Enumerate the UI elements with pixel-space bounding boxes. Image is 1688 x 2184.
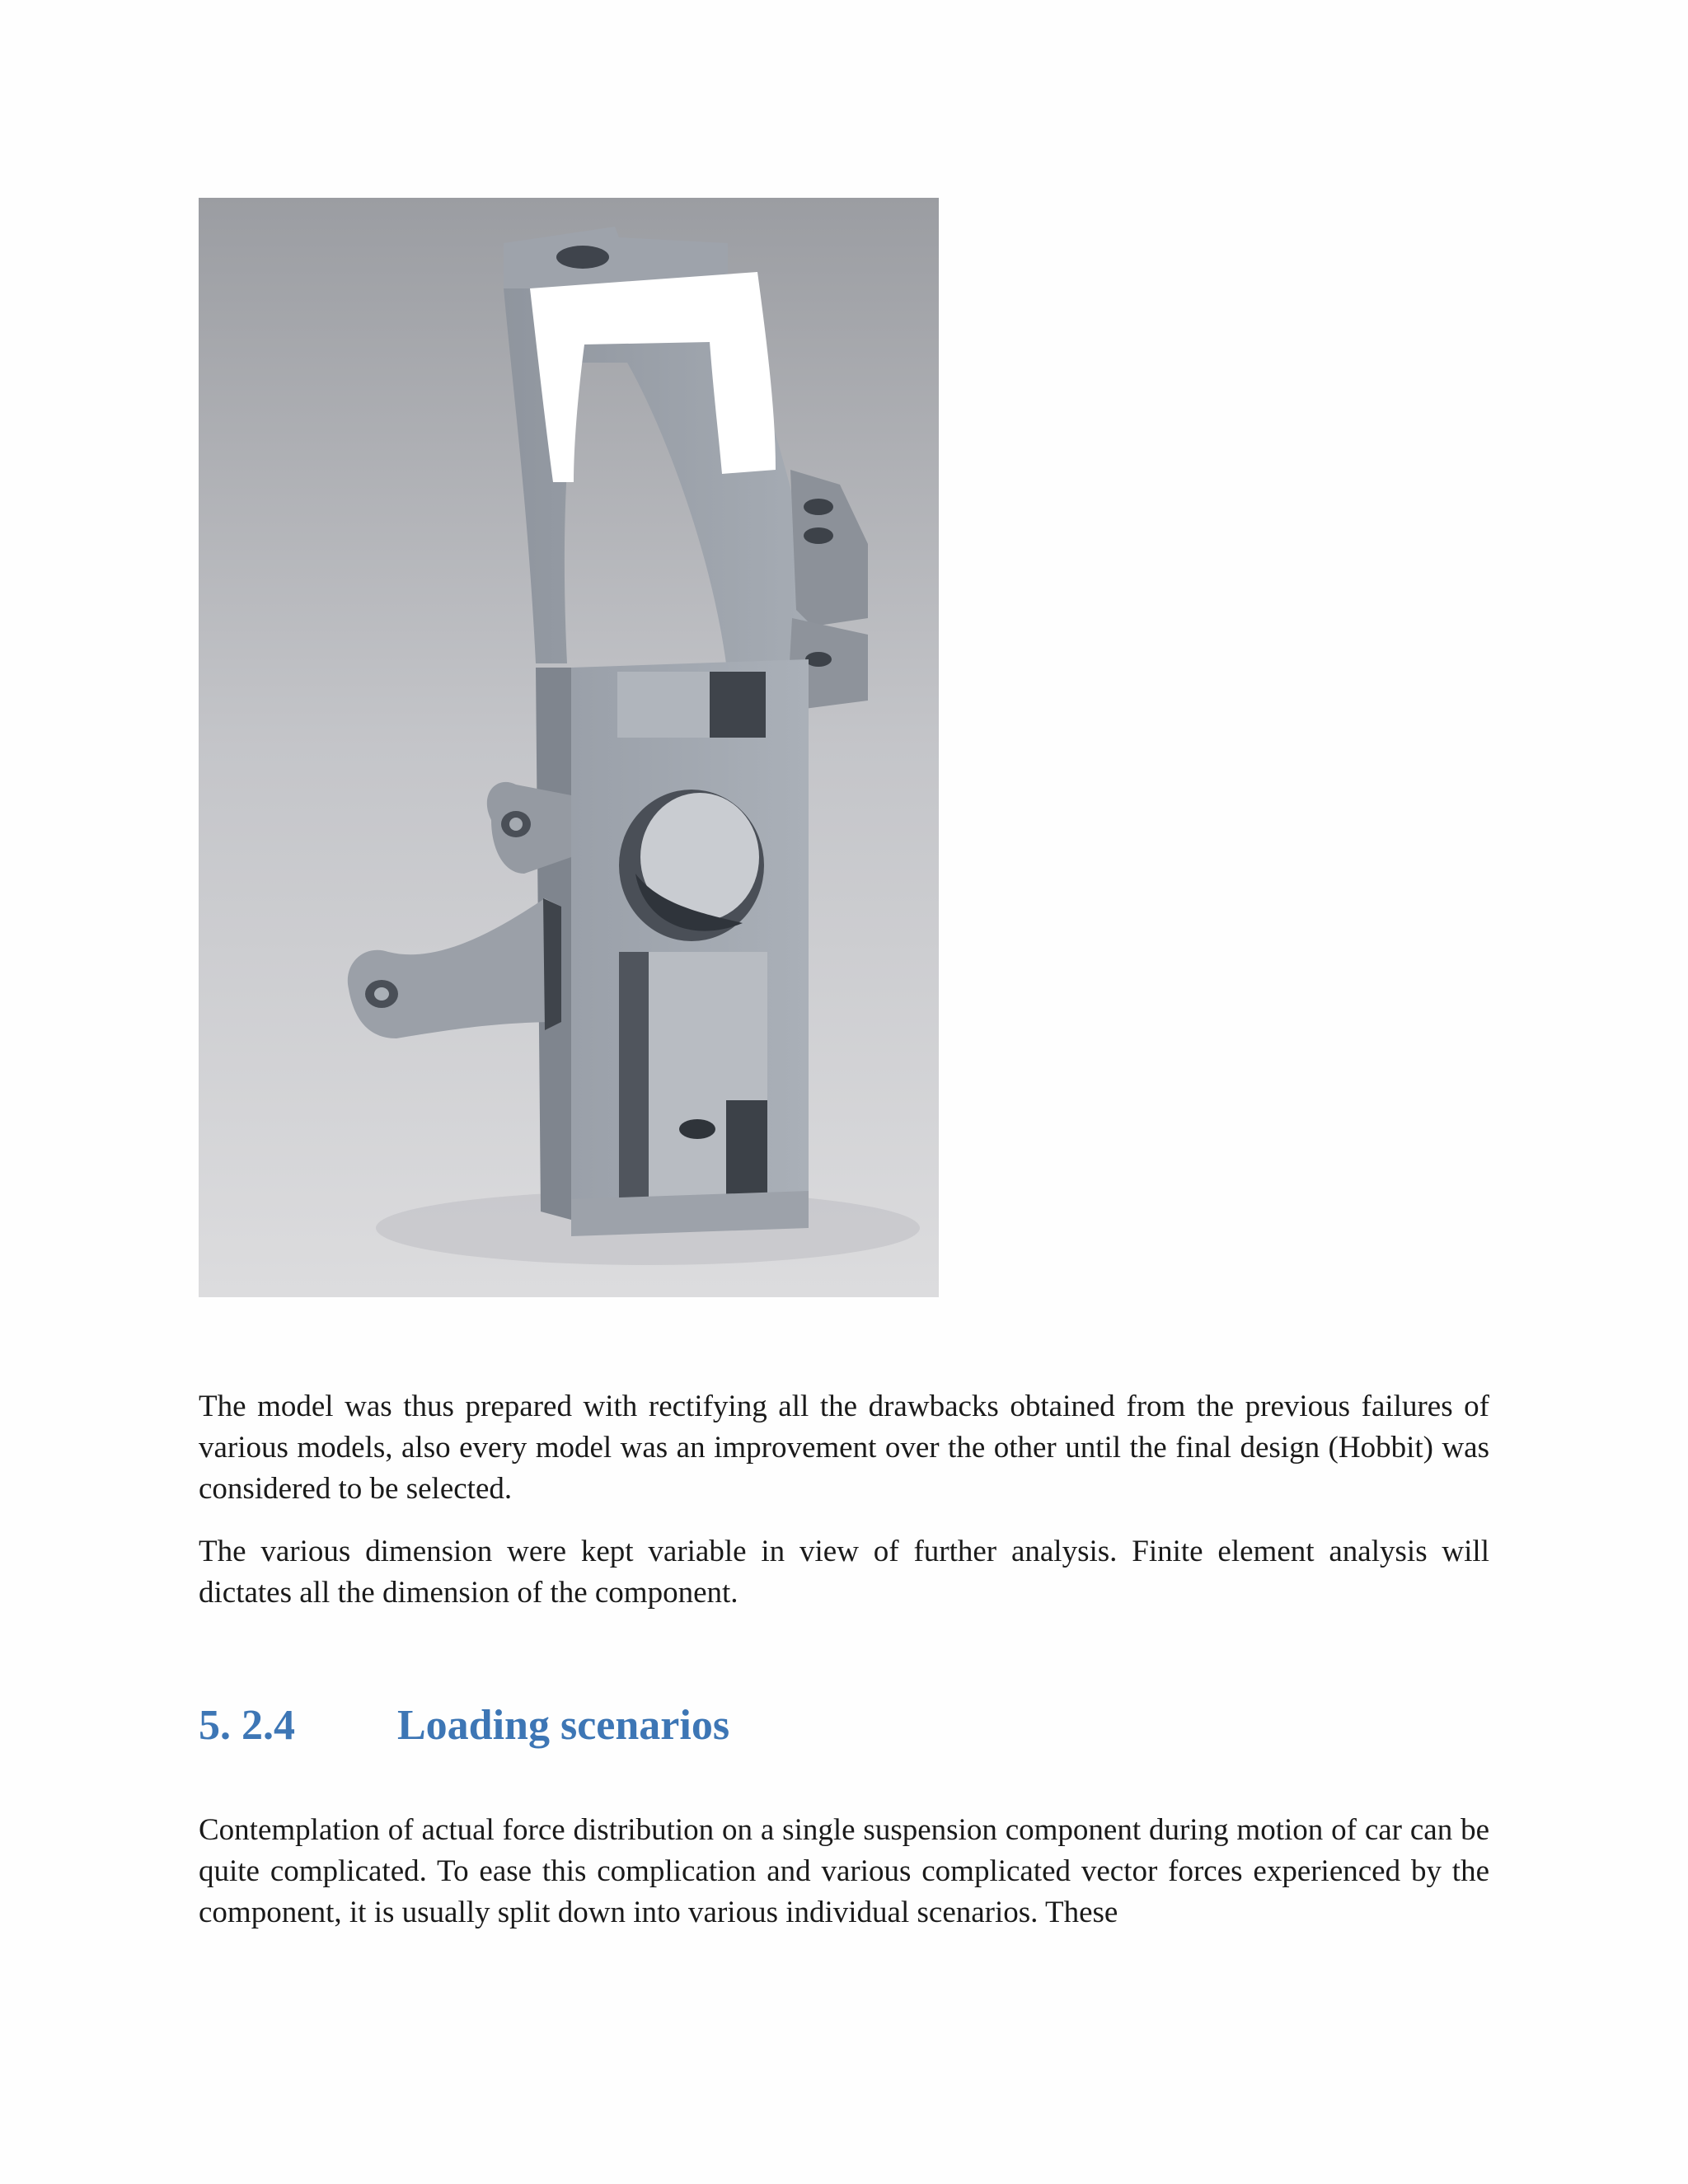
- knuckle-model-render: [199, 198, 939, 1297]
- paragraph-model-preparation: The model was thus prepared with rectifying all the drawbacks obtained from the previous failures of various models, also every model was an improvement over the other until the final design (Hobbit) was considered to be selected.: [199, 1390, 1489, 1506]
- paragraph-loading-intro: Contemplation of actual force distribution on a single suspension component during motion of car can be quite complicated. To ease this complication and various complicated vector forces experienced by the component, it is usually split down into various individual scenarios. These: [199, 1813, 1489, 1929]
- paragraph-dimensions: The various dimension were kept variable in view of further analysis. Finite element analysis will dictates all the dimension of the component.: [199, 1535, 1489, 1610]
- section-number: 5. 2.4: [199, 1702, 295, 1749]
- section-heading: [199, 1699, 729, 1752]
- section-title: Loading scenarios: [397, 1702, 730, 1749]
